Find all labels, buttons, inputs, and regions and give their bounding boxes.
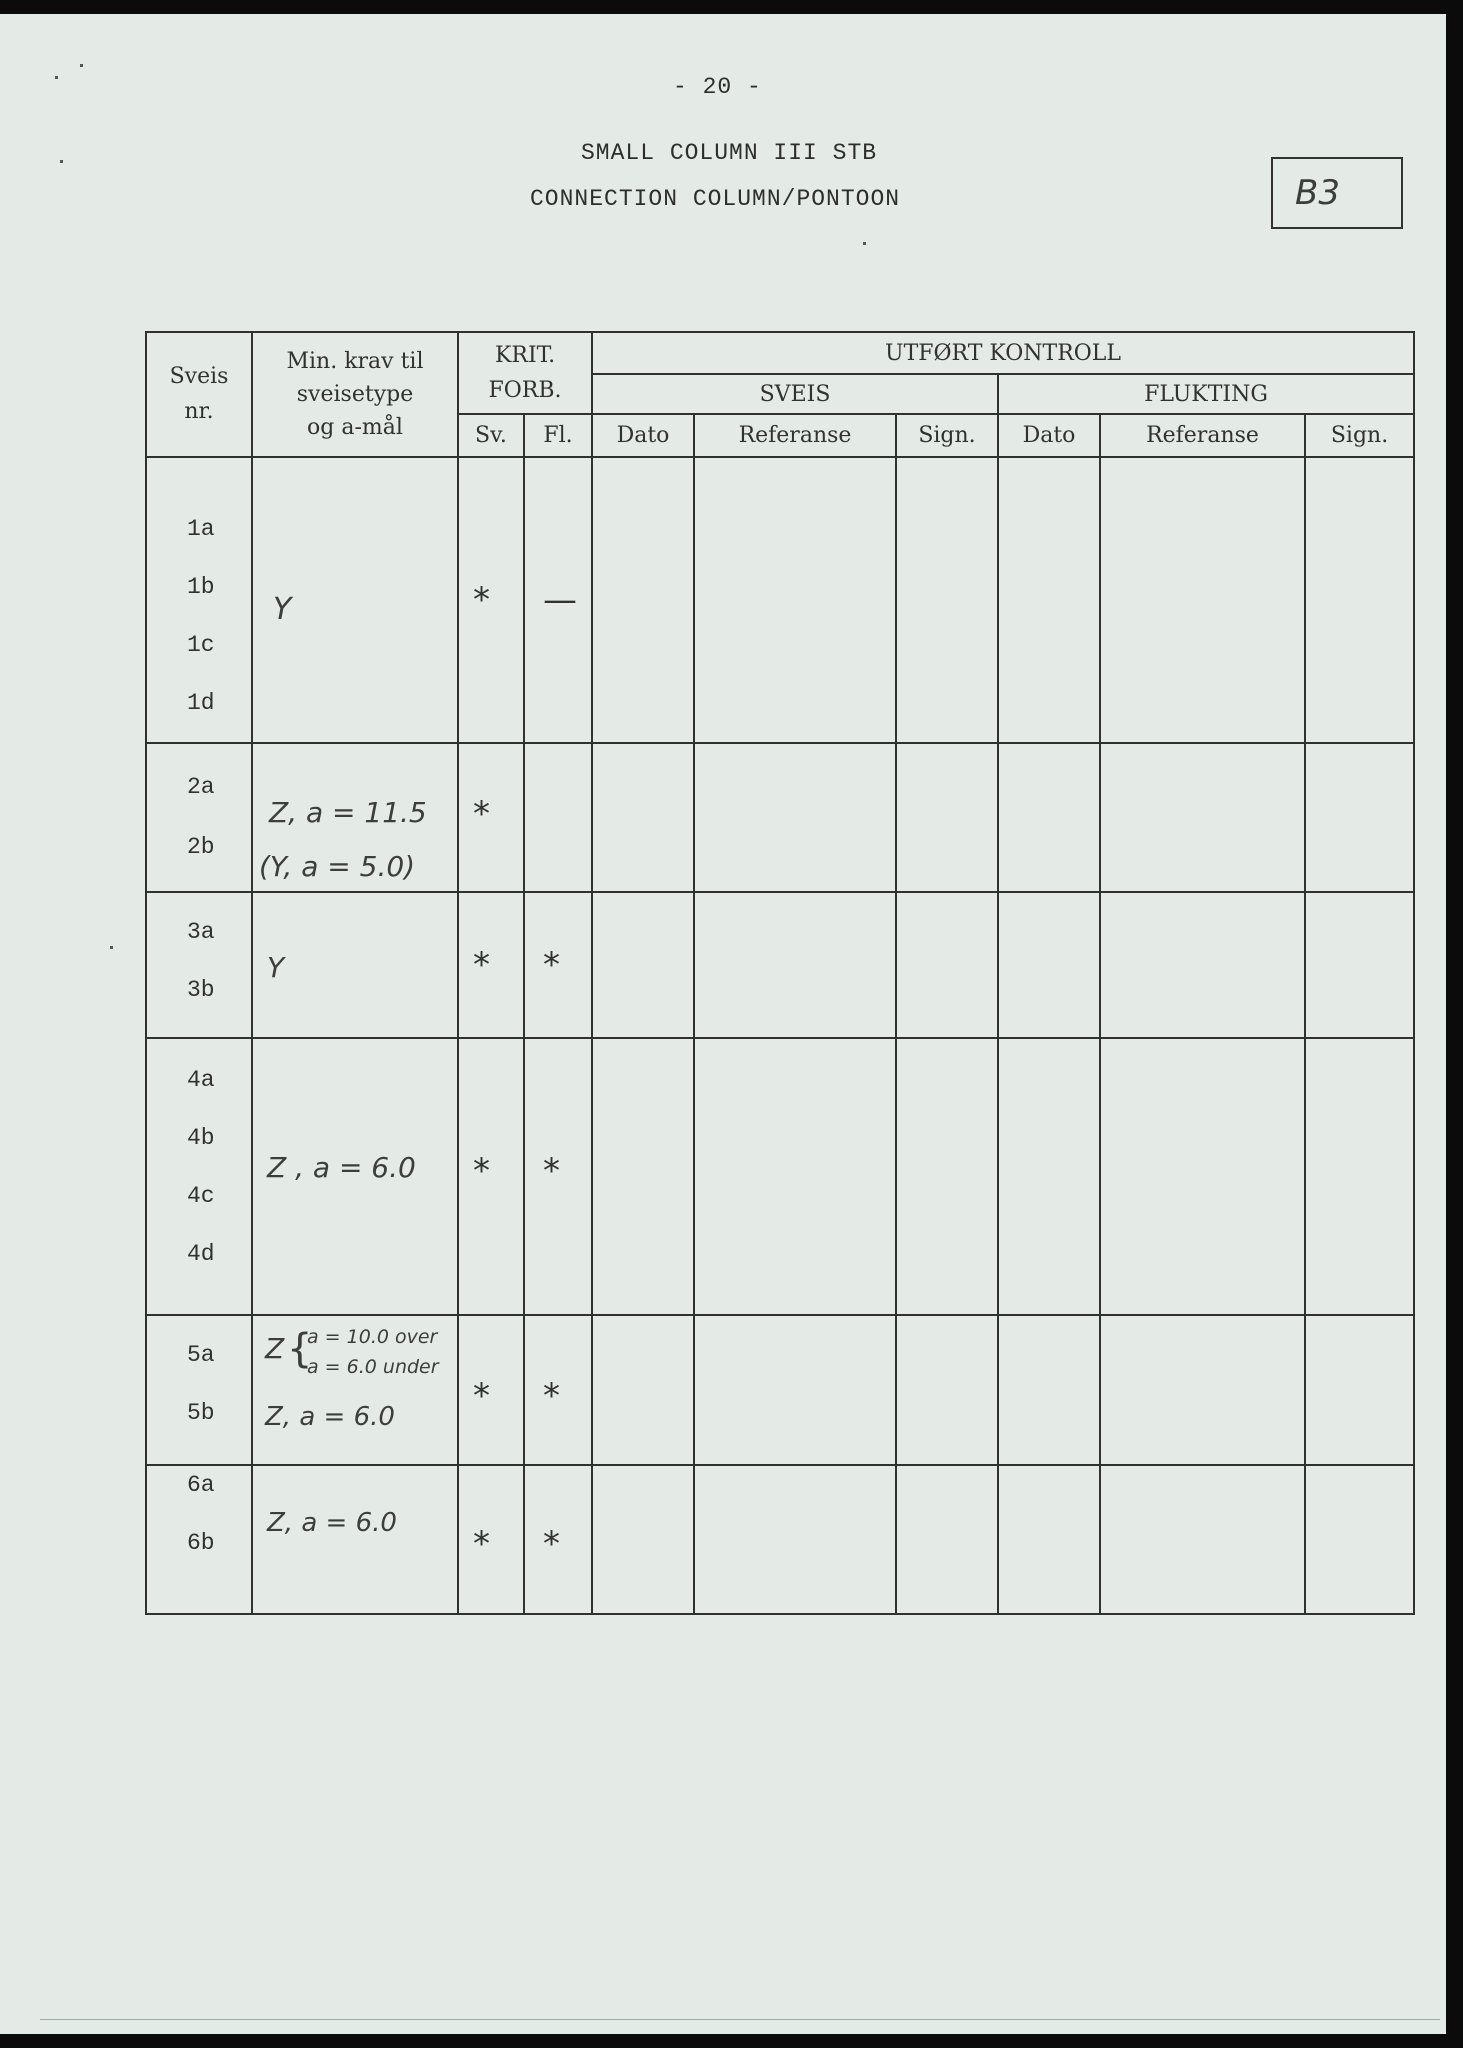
krit-sv-cell: * — [458, 1315, 524, 1466]
table-row — [146, 457, 1414, 743]
title-line-1: SMALL COLUMN III STB — [581, 140, 878, 166]
weld-control-table — [145, 331, 1415, 1615]
document-code-box — [1271, 157, 1403, 229]
weld-requirement-cell: Z , a = 6.0 — [252, 1038, 458, 1314]
header-flukting: FLUKTING — [998, 374, 1414, 414]
table-row — [146, 743, 1414, 892]
weld-requirement-cell: Y — [252, 457, 458, 743]
krit-fl-cell: * — [524, 892, 592, 1039]
krit-fl-cell: * — [524, 1315, 592, 1466]
scan-speck — [55, 76, 58, 79]
weld-requirement-cell: Z, a = 11.5 (Y, a = 5.0) — [252, 743, 458, 892]
krit-fl-cell: * — [524, 1465, 592, 1614]
weld-numbers-cell: 4a 4b 4c 4d — [146, 1038, 252, 1314]
scan-speck — [80, 64, 83, 67]
weld-requirement-cell: Z { a = 10.0 over a = 6.0 under Z, a = 6.0 — [252, 1315, 458, 1466]
krit-fl-cell: — — [524, 457, 592, 743]
page-number: - 20 - — [673, 74, 762, 100]
table-row — [146, 1038, 1414, 1314]
header-flukting-dato: Dato — [998, 414, 1100, 456]
bottom-rule — [40, 2019, 1440, 2020]
krit-sv-cell: * — [458, 1465, 524, 1614]
table-row — [146, 1465, 1414, 1614]
krit-fl-cell — [524, 743, 592, 892]
krit-sv-cell: * — [458, 1038, 524, 1314]
header-flukting-referanse: Referanse — [1100, 414, 1305, 456]
header-sveis-dato: Dato — [592, 414, 694, 456]
header-sveis: SVEIS — [592, 374, 998, 414]
weld-numbers-cell: 1a 1b 1c 1d — [146, 457, 252, 743]
header-fl: Fl. — [524, 414, 592, 456]
krit-sv-cell: * — [458, 457, 524, 743]
table-row — [146, 892, 1414, 1039]
header-sveis-referanse: Referanse — [694, 414, 896, 456]
krit-fl-cell: * — [524, 1038, 592, 1314]
weld-numbers-cell: 3a 3b — [146, 892, 252, 1039]
header-krit-forb: KRIT. FORB. — [458, 332, 592, 414]
weld-numbers-cell: 6a 6b — [146, 1465, 252, 1614]
document-code: B3 — [1295, 173, 1340, 213]
document-page — [0, 14, 1446, 2034]
header-flukting-sign: Sign. — [1305, 414, 1414, 456]
header-sveis-nr: Sveis nr. — [146, 332, 252, 457]
header-sveis-sign: Sign. — [896, 414, 998, 456]
header-utfort-kontroll: UTFØRT KONTROLL — [592, 332, 1414, 374]
krit-sv-cell: * — [458, 743, 524, 892]
weld-numbers-cell: 2a 2b — [146, 743, 252, 892]
header-sv: Sv. — [458, 414, 524, 456]
scan-speck — [110, 946, 113, 949]
weld-requirement-cell: Z, a = 6.0 — [252, 1465, 458, 1614]
table-row — [146, 1315, 1414, 1466]
weld-requirement-cell: Y — [252, 892, 458, 1039]
weld-numbers-cell: 5a 5b — [146, 1315, 252, 1466]
krit-sv-cell: * — [458, 892, 524, 1039]
header-min-krav: Min. krav til sveisetype og a-mål — [252, 332, 458, 457]
scan-speck — [60, 160, 63, 163]
title-line-2: CONNECTION COLUMN/PONTOON — [530, 186, 901, 212]
scan-speck — [863, 242, 866, 245]
